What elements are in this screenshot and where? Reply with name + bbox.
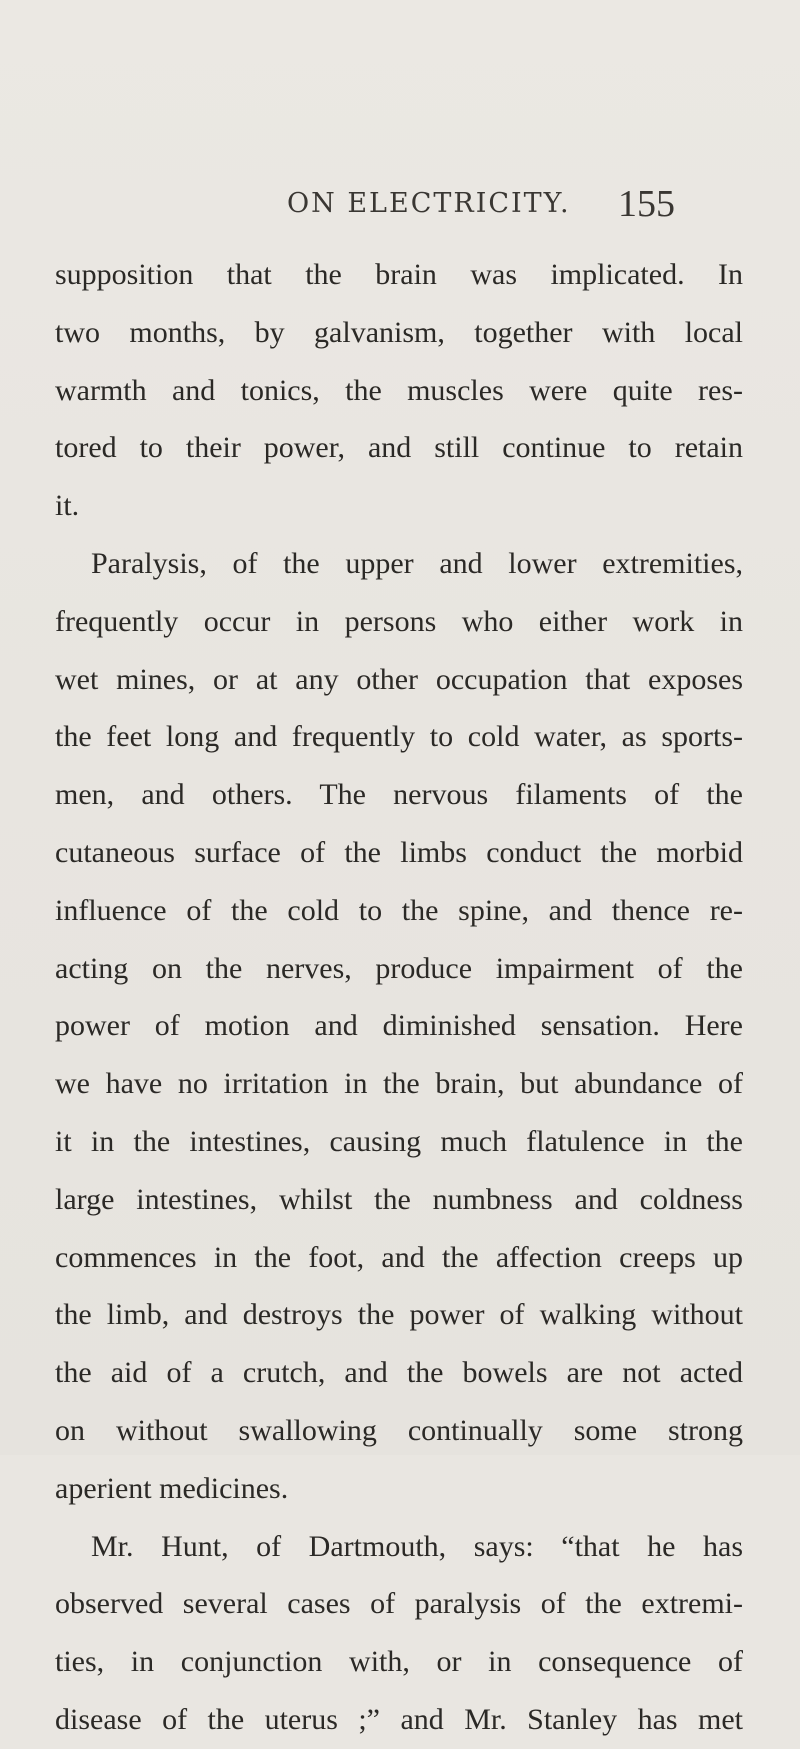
text-line: commences in the foot, and the affection creeps up bbox=[55, 1240, 743, 1274]
text-line: cutaneous surface of the limbs conduct the morbid bbox=[55, 835, 743, 869]
text-line: Paralysis, of the upper and lower extremities, bbox=[91, 546, 743, 580]
text-line: it. bbox=[55, 489, 80, 523]
text-line: acting on the nerves, produce impairment of the bbox=[55, 951, 743, 985]
text-line: it in the intestines, causing much flatulence in the bbox=[55, 1124, 743, 1158]
text-line: observed several cases of paralysis of the extremi- bbox=[55, 1587, 743, 1621]
running-title: ON ELECTRICITY. bbox=[287, 188, 571, 219]
text-line: on without swallowing continually some strong bbox=[55, 1413, 743, 1447]
text-line: two months, by galvanism, together with local bbox=[55, 315, 743, 349]
text-line: men, and others. The nervous filaments of the bbox=[55, 778, 743, 812]
text-line: power of motion and diminished sensation. Here bbox=[55, 1009, 743, 1043]
text-line: aperient medicines. bbox=[55, 1471, 289, 1505]
text-line: supposition that the brain was implicated. In bbox=[55, 258, 743, 291]
text-line: ties, in conjunction with, or in consequence of bbox=[55, 1645, 743, 1679]
text-line: disease of the uterus ;” and Mr. Stanley has met bbox=[55, 1702, 743, 1736]
text-line: we have no irritation in the brain, but abundance of bbox=[55, 1067, 743, 1101]
text-line: the feet long and frequently to cold water, as sports- bbox=[55, 720, 743, 754]
text-line: Mr. Hunt, of Dartmouth, says: “that he has bbox=[91, 1529, 743, 1563]
text-line: wet mines, or at any other occupation that exposes bbox=[55, 662, 743, 696]
text-line: the aid of a crutch, and the bowels are not acted bbox=[55, 1356, 743, 1390]
body-text bbox=[55, 246, 743, 1749]
running-head bbox=[0, 183, 800, 228]
text-line: frequently occur in persons who either work in bbox=[55, 604, 743, 638]
text-line: tored to their power, and still continue to retain bbox=[55, 431, 743, 465]
page-number: 155 bbox=[618, 183, 675, 225]
text-line: the limb, and destroys the power of walking without bbox=[55, 1298, 743, 1332]
text-line: influence of the cold to the spine, and thence re- bbox=[55, 893, 743, 927]
text-line: warmth and tonics, the muscles were quite res- bbox=[55, 373, 743, 407]
text-line: large intestines, whilst the numbness and coldness bbox=[55, 1182, 743, 1216]
